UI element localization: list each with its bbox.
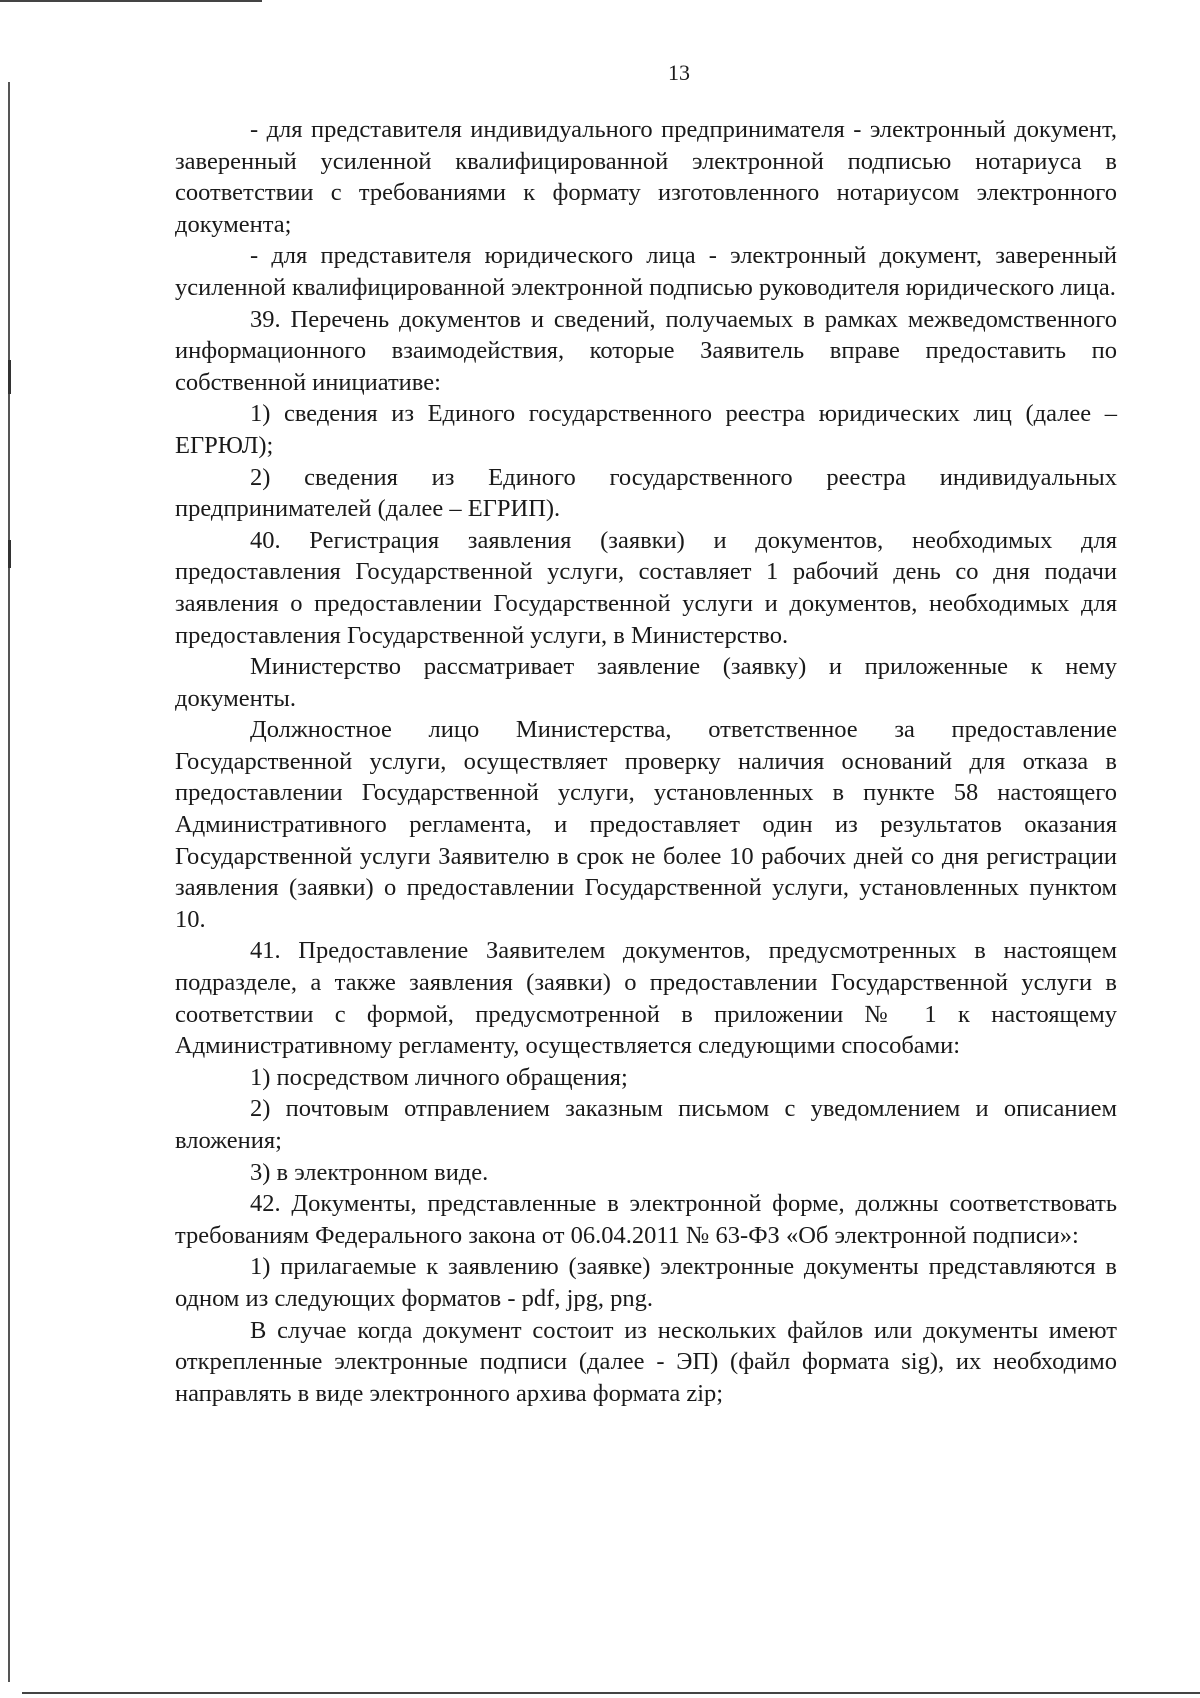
paragraph: 42. Документы, представленные в электронной форме, должны соответствовать требованиям Федерального закона от 06.04.2011 № 63-ФЗ «Об электронной подписи»: xyxy=(175,1190,1117,1249)
document-body xyxy=(175,114,1117,1409)
paragraph: 2) сведения из Единого государственного реестра индивидуальных предпринимателей (далее – ЕГРИП). xyxy=(175,463,1117,523)
paragraph: Министерство рассматривает заявление (заявку) и приложенные к нему документы. xyxy=(175,653,1117,712)
paragraph: 2) почтовым отправлением заказным письмом с уведомлением и описанием вложения; xyxy=(175,1095,1117,1154)
paragraph: Должностное лицо Министерства, ответственное за предоставление Государственной услуги, осуществляет проверку наличия оснований для отказа в предоставлении Государственной услуги, установленных в пункте 58 настоящего Административного регламента, и предоставляет один из результатов оказания Государственной услуги Заявителю в срок не более 10 рабочих дней со дня регистрации заявления (заявки) о предоставлении Государственной услуги, установленных пунктом 10. xyxy=(175,716,1117,933)
paragraph: 1) сведения из Единого государственного реестра юридических лиц (далее – ЕГРЮЛ); xyxy=(175,400,1117,459)
paragraph: В случае когда документ состоит из нескольких файлов или документы имеют открепленные электронные подписи (далее - ЭП) (файл формата sig), их необходимо направлять в виде электронного архива формата zip; xyxy=(175,1316,1117,1407)
top-scan-edge xyxy=(0,0,262,2)
margin-mark xyxy=(8,360,11,394)
left-margin-line xyxy=(8,82,10,1682)
bottom-scan-edge xyxy=(22,1692,1200,1694)
paragraph: 1) посредством личного обращения; xyxy=(250,1063,628,1091)
margin-mark xyxy=(8,540,11,568)
paragraph: 3) в электронном виде. xyxy=(250,1158,489,1186)
paragraph: 39. Перечень документов и сведений, получаемых в рамках межведомственного информационного взаимодействия, которые Заявитель вправе предоставить по собственной инициативе: xyxy=(175,305,1117,396)
paragraph: - для представителя индивидуального предпринимателя - электронный документ, заверенный усиленной квалифицированной электронной подписью нотариуса в соответствии с требованиями к формату изготовленного нотариусом электронного документа; xyxy=(175,116,1117,238)
paragraph: - для представителя юридического лица - электронный документ, заверенный усиленной квалифицированной электронной подписью руководителя юридического лица. xyxy=(175,242,1117,301)
paragraph: 1) прилагаемые к заявлению (заявке) электронные документы представляются в одном из следующих форматов - pdf, jpg, png. xyxy=(175,1253,1117,1312)
page-number: 13 xyxy=(668,60,690,85)
paragraph: 41. Предоставление Заявителем документов, предусмотренных в настоящем подразделе, а также заявления (заявки) о предоставлении Государственной услуги в соответствии с формой, предусмотренной в приложении № 1 к настоящему Административному регламенту, осуществляется следующими способами: xyxy=(175,937,1117,1060)
paragraph: 40. Регистрация заявления (заявки) и документов, необходимых для предоставления Государственной услуги, составляет 1 рабочий день со дня подачи заявления о предоставлении Государственной услуги и документов, необходимых для предоставления Государственной услуги, в Министерство. xyxy=(175,526,1117,649)
